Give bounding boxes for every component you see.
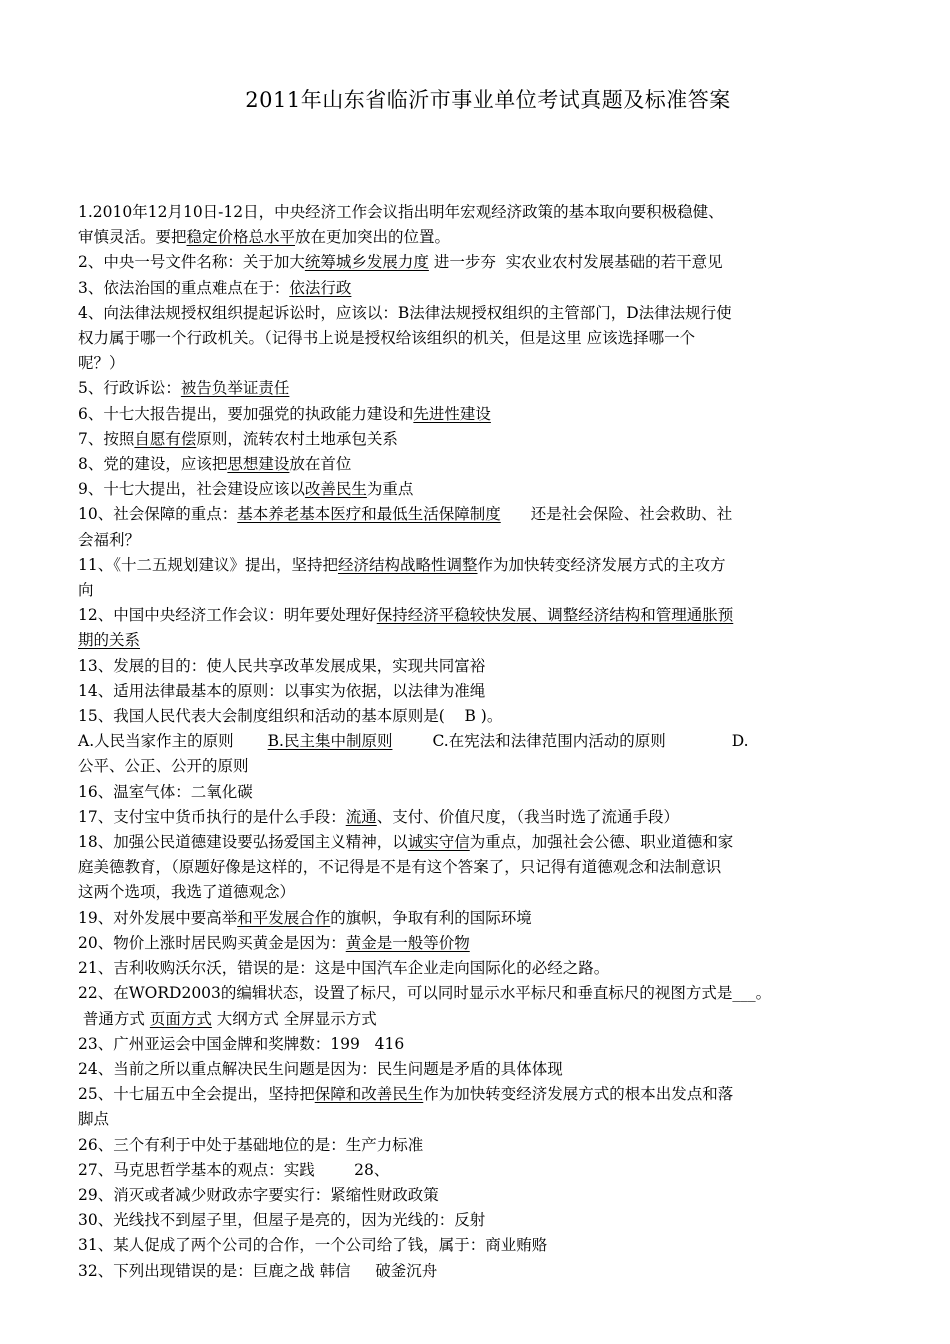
q3: 3、依法治国的重点难点在于：依法行政 [78, 278, 352, 297]
q32: 32、下列出现错误的是：巨鹿之战 韩信 破釜沉舟 [78, 1261, 438, 1280]
q17: 17、支付宝中货币执行的是什么手段：流通、支付、价值尺度，（我当时选了流通手段） [78, 807, 680, 826]
q5: 5、行政诉讼：被告负举证责任 [78, 379, 290, 398]
q8: 8、党的建设，应该把思想建设放在首位 [78, 455, 352, 474]
q22-line2: 普通方式 页面方式 大纲方式 全屏显示方式 [78, 1009, 377, 1028]
q7: 7、按照自愿有偿原则，流转农村土地承包关系 [78, 429, 398, 448]
q15-option-c: C.在宪法和法律范围内活动的原则 [432, 732, 666, 751]
q23: 23、广州亚运会中国金牌和奖牌数：199 416 [78, 1034, 405, 1053]
q15-option-d: D. [731, 732, 749, 751]
q15-stem: 15、我国人民代表大会制度组织和活动的基本原则是( B )。 [78, 707, 503, 726]
q18-line3: 这两个选项，我选了道德观念） [78, 883, 296, 902]
q2: 2、中央一号文件名称：关于加大统筹城乡发展力度 进一步夯 实农业农村发展基础的若干意见 [78, 253, 723, 272]
q11-line2: 向 [78, 581, 94, 600]
page-title: 2011年山东省临沂市事业单位考试真题及标准答案 [245, 88, 731, 112]
q18-line1: 18、加强公民道德建设要弘扬爱国主义精神，以诚实守信为重点，加强社会公德、职业道德和家 [78, 833, 734, 852]
q15-options [78, 729, 890, 754]
q4-line1: 4、向法律法规授权组织提起诉讼时，应该以：B法律法规授权组织的主管部门，D法律法规行使 [78, 303, 732, 322]
q1-line2: 审慎灵活。要把稳定价格总水平放在更加突出的位置。 [78, 228, 451, 247]
q14: 14、适用法律最基本的原则：以事实为依据，以法律为准绳 [78, 681, 486, 700]
q25-line1: 25、十七届五中全会提出，坚持把保障和改善民生作为加快转变经济发展方式的根本出发点和落 [78, 1085, 734, 1104]
q4-line3: 呢？） [78, 354, 125, 373]
q15-option-d-text: 公平、公正、公开的原则 [78, 757, 249, 776]
q26: 26、三个有利于中处于基础地位的是：生产力标准 [78, 1135, 424, 1154]
q10-line2: 会福利？ [78, 530, 141, 549]
q20: 20、物价上涨时居民购买黄金是因为：黄金是一般等价物 [78, 933, 470, 952]
q16: 16、温室气体：二氧化碳 [78, 782, 253, 801]
q11-line1: 11、《十二五规划建议》提出，坚持把经济结构战略性调整作为加快转变经济发展方式的主攻方 [78, 555, 726, 574]
q19: 19、对外发展中要高举和平发展合作的旗帜，争取有利的国际环境 [78, 908, 532, 927]
q15-option-a: A.人民当家作主的原则 [78, 732, 234, 751]
document-body [78, 200, 890, 1284]
q25-line2: 脚点 [78, 1110, 110, 1129]
q22-line1: 22、在WORD2003的编辑状态，设置了标尺，可以同时显示水平标尺和垂直标尺的视图方式是___。 [78, 984, 772, 1003]
q1-line1: 1.2010年12月10日-12日，中央经济工作会议指出明年宏观经济政策的基本取向要积极稳健、 [78, 203, 724, 221]
q6: 6、十七大报告提出，要加强党的执政能力建设和先进性建设 [78, 404, 491, 423]
q10-line1: 10、社会保障的重点：基本养老基本医疗和最低生活保障制度 还是社会保险、社会救助、社 [78, 505, 733, 524]
q27: 27、马克思哲学基本的观点：实践 28、 [78, 1160, 390, 1179]
q18-line2: 庭美德教育，（原题好像是这样的，不记得是不是有这个答案了，只记得有道德观念和法制意识 [78, 858, 722, 877]
q31: 31、某人促成了两个公司的合作，一个公司给了钱，属于：商业贿赂 [78, 1236, 548, 1255]
q15-option-b: B.民主集中制原则 [267, 732, 393, 751]
q24: 24、当前之所以重点解决民生问题是因为：民生问题是矛盾的具体体现 [78, 1059, 563, 1078]
q4-line2: 权力属于哪一个行政机关。（记得书上说是授权给该组织的机关，但是这里 应该选择哪一个 [78, 329, 696, 348]
q30: 30、光线找不到屋子里，但屋子是亮的，因为光线的：反射 [78, 1211, 486, 1230]
q21: 21、吉利收购沃尔沃，错误的是：这是中国汽车企业走向国际化的必经之路。 [78, 959, 610, 978]
q12-line2: 期的关系 [78, 631, 141, 650]
q9: 9、十七大提出，社会建设应该以改善民生为重点 [78, 480, 414, 499]
q29: 29、消灭或者减少财政赤字要实行：紧缩性财政政策 [78, 1185, 439, 1204]
q12-line1: 12、中国中央经济工作会议：明年要处理好保持经济平稳较快发展、调整经济结构和管理通胀预 [78, 606, 734, 625]
q13: 13、发展的目的：使人民共享改革发展成果，实现共同富裕 [78, 656, 486, 675]
